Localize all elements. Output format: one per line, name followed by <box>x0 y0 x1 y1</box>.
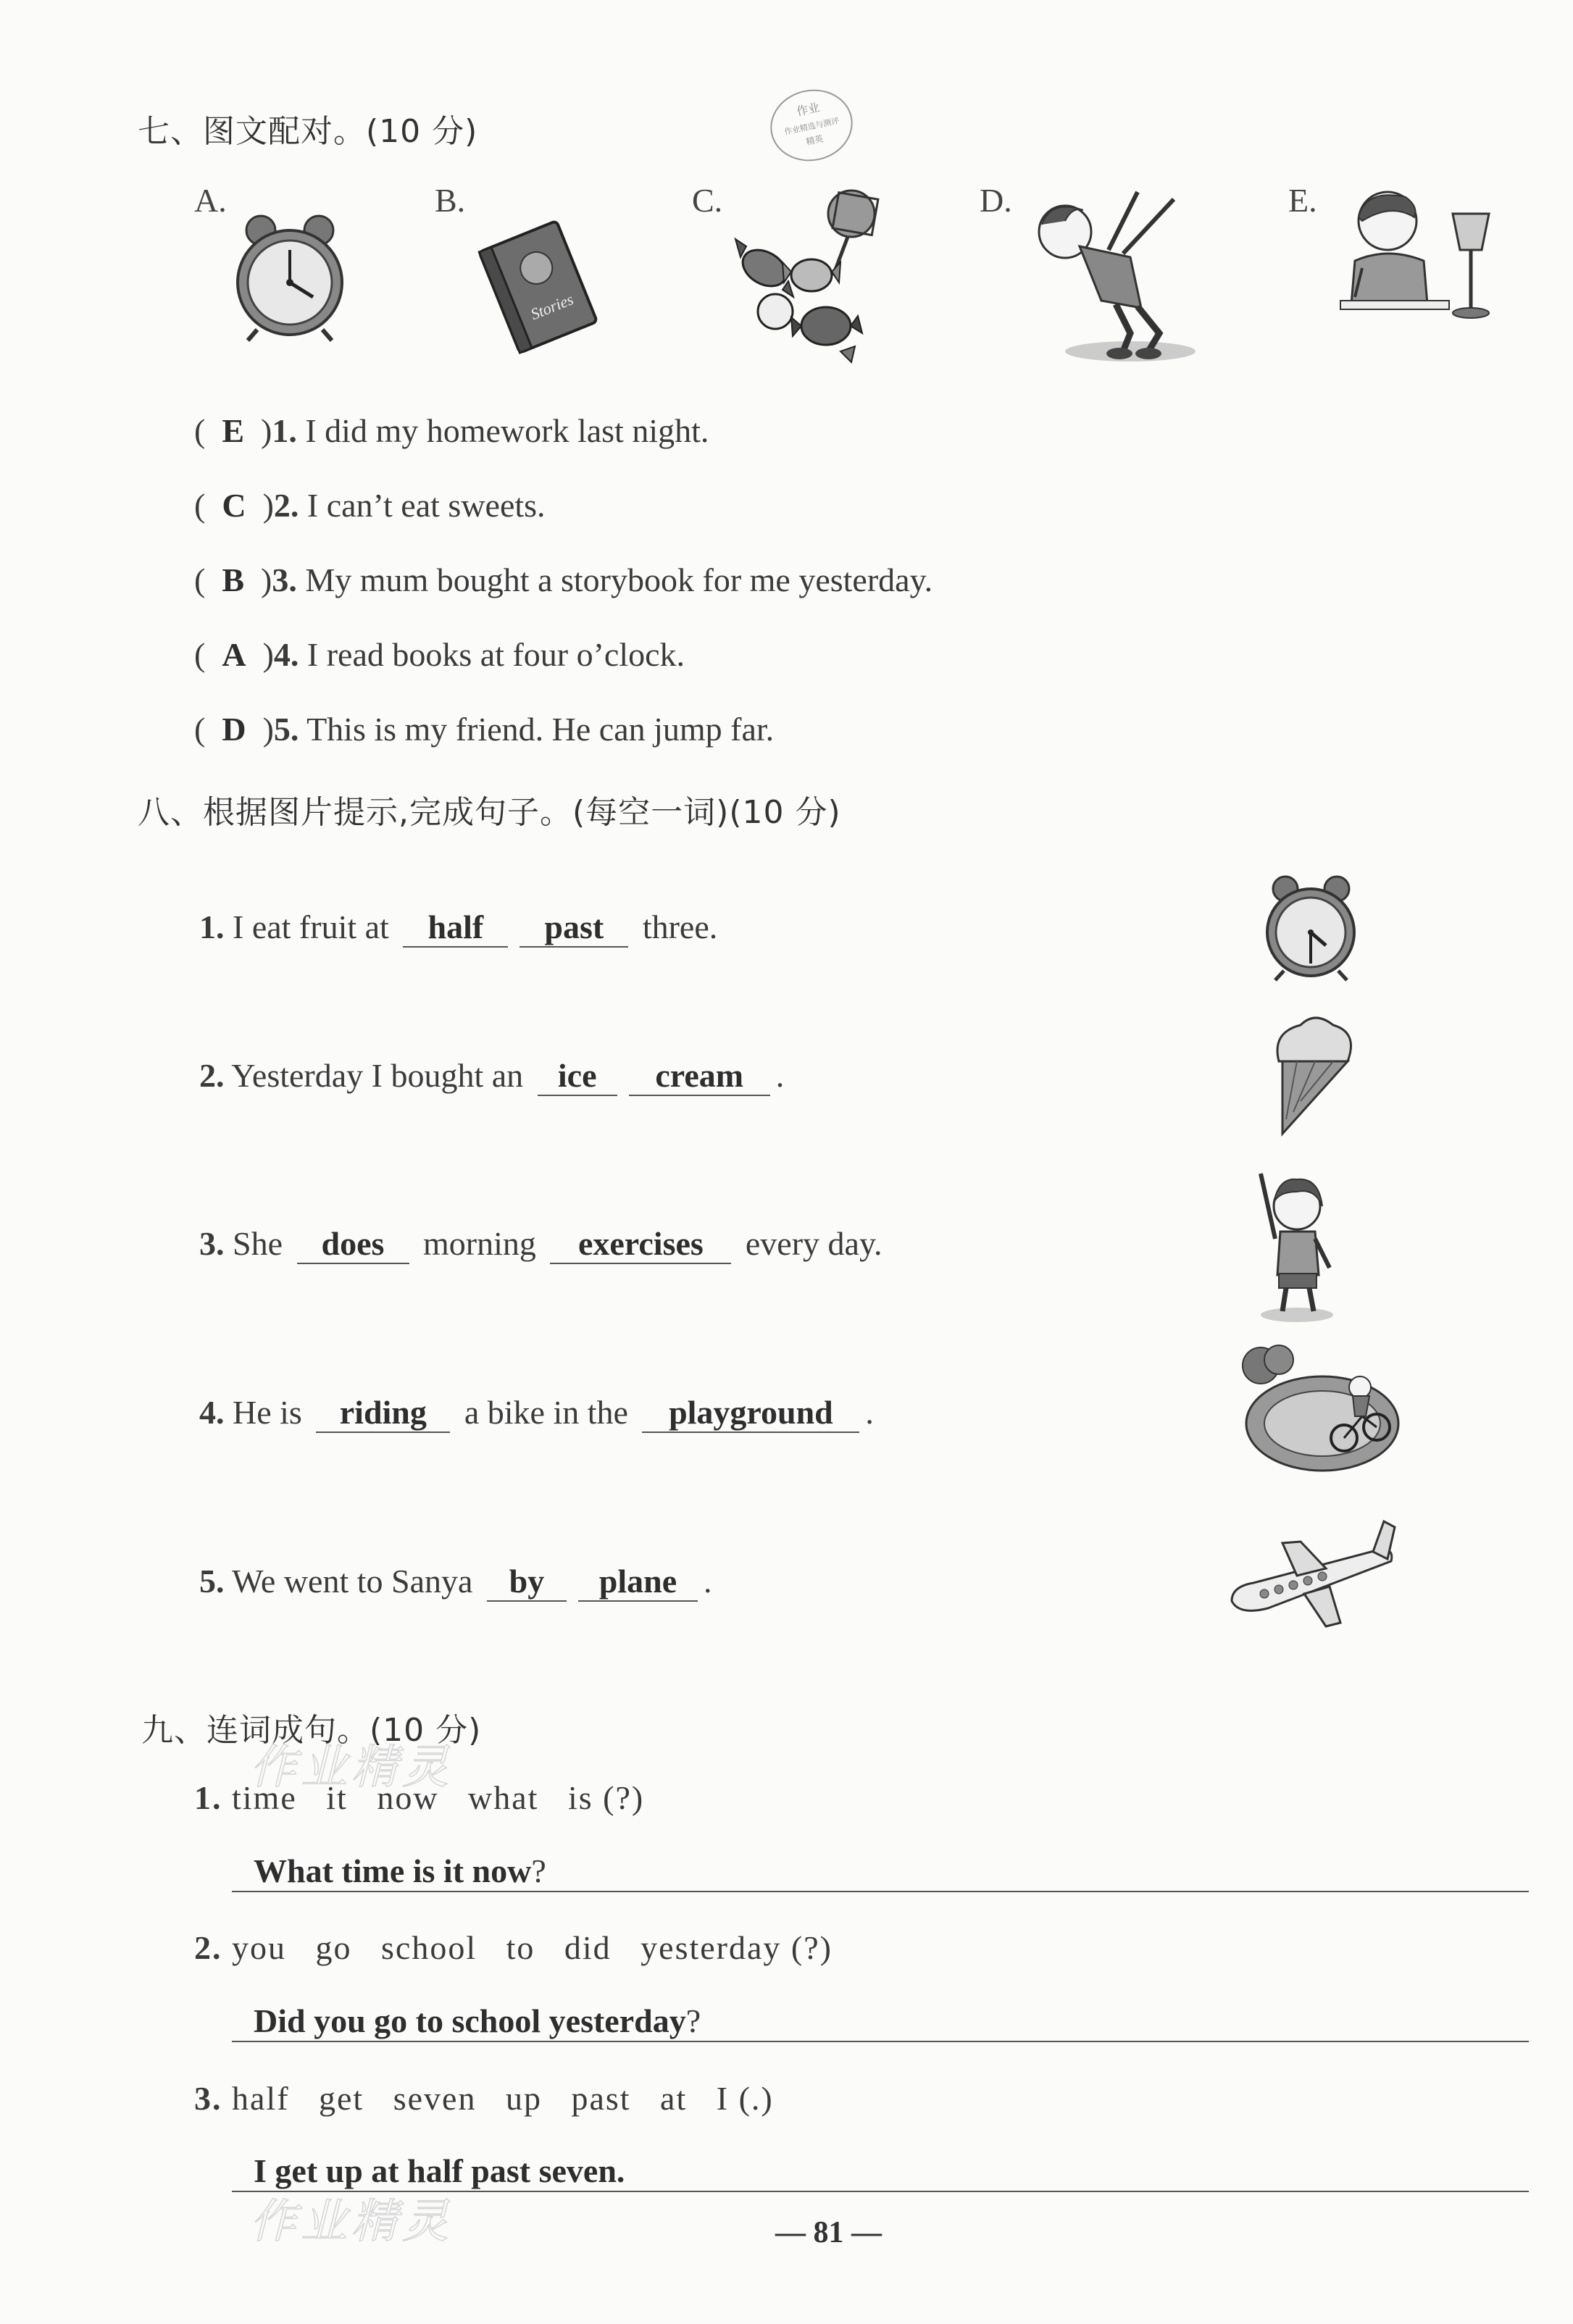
option-c-label: C. <box>692 182 723 219</box>
sec7-item-1: ( E )1. I did my homework last night. <box>194 412 709 449</box>
ice-cream-icon <box>1264 1011 1362 1141</box>
stamp-line-2: 作业精选与测评 <box>783 116 840 137</box>
book-cover-text: Stories <box>527 290 576 324</box>
answer-blank: cream <box>629 1057 770 1096</box>
answer-blank: exercises <box>550 1225 731 1264</box>
stamp-line-1: 作业 <box>795 100 821 119</box>
answer-letter: C <box>222 487 246 524</box>
sec7-item-4: ( A )4. I read books at four o’clock. <box>194 636 685 673</box>
option-a-label: A. <box>194 182 227 219</box>
answer-letter: D <box>222 711 246 748</box>
watermark-logo: 作业精灵 <box>250 1741 453 1794</box>
answer-blank: plane <box>578 1563 698 1602</box>
watermark-logo-2: 作业精灵 <box>250 2195 453 2249</box>
sec7-item-2: ( C )2. I can’t eat sweets. <box>194 487 546 524</box>
boy-homework-icon <box>1333 181 1500 330</box>
stamp-logo <box>768 85 855 165</box>
answer-blank: playground <box>642 1394 859 1433</box>
sec9-answer-line-3: I get up at half past seven. <box>232 2152 1529 2192</box>
sec9-item-2-words: 2. you go school to did yesterday (?) <box>194 1929 833 1966</box>
answer-blank: past <box>520 908 628 948</box>
alarm-clock-icon <box>232 210 348 344</box>
sec8-item-5: 5. We went to Sanya by plane . <box>199 1562 712 1602</box>
clock-half-past-three-icon <box>1262 873 1360 985</box>
sweets-icon <box>732 181 898 373</box>
sec8-item-2: 2. Yesterday I bought an ice cream . <box>199 1056 784 1096</box>
sec8-item-4: 4. He is riding a bike in the playground . <box>199 1393 874 1433</box>
jumping-boy-icon <box>1022 177 1203 377</box>
answer-blank: half <box>403 908 508 948</box>
answer-blank: does <box>297 1225 409 1264</box>
option-d-label: D. <box>980 182 1012 219</box>
answer-blank: by <box>487 1563 567 1602</box>
sec9-answer-line-1: What time is it now? <box>232 1852 1529 1892</box>
section-7-title: 七、图文配对。(10 分) <box>138 113 478 150</box>
section-8-title: 八、根据图片提示,完成句子。(每空一词)(10 分) <box>138 794 841 831</box>
sec7-item-5: ( D )5. This is my friend. He can jump far. <box>194 711 775 748</box>
stamp-line-3: 精英 <box>805 133 825 147</box>
sec8-item-3: 3. She does morning exercises every day. <box>199 1224 882 1264</box>
page-number: — 81 — <box>775 2216 882 2249</box>
sec9-answer-line-2: Did you go to school yesterday? <box>232 2002 1529 2042</box>
storybook-icon <box>475 217 605 359</box>
answer-blank: ice <box>538 1057 617 1096</box>
sec9-item-3-words: 3. half get seven up past at I (.) <box>194 2080 774 2117</box>
option-b-label: B. <box>435 182 466 219</box>
section-9-title: 九、连词成句。(10 分) <box>141 1712 482 1749</box>
answer-letter: A <box>222 636 246 673</box>
airplane-icon <box>1224 1521 1398 1634</box>
sec7-item-3: ( B )3. My mum bought a storybook for me yesterday. <box>194 561 933 598</box>
answer-letter: E <box>222 412 245 449</box>
sec8-item-1: 1. I eat fruit at half past three. <box>199 908 717 948</box>
girl-exercising-icon <box>1250 1159 1344 1329</box>
answer-letter: B <box>222 561 245 598</box>
answer-blank: riding <box>316 1394 450 1433</box>
boy-riding-bike-playground-icon <box>1235 1344 1402 1481</box>
option-e-label: E. <box>1288 182 1317 219</box>
sec9-item-1-words: 1. time it now what is (?) <box>194 1779 645 1816</box>
